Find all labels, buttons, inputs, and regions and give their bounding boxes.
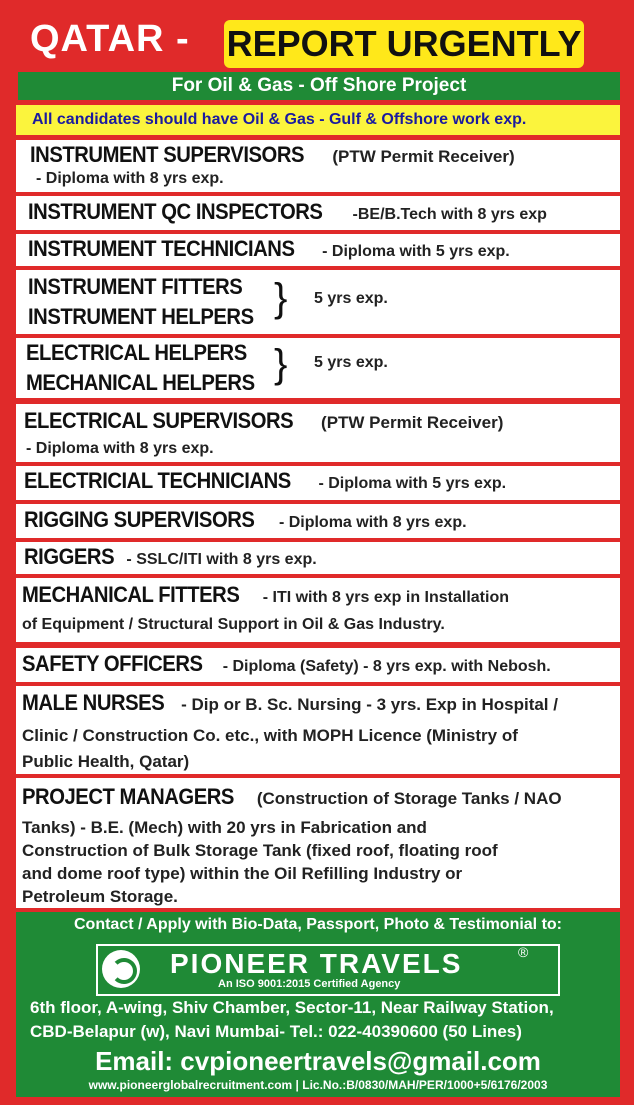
job-detail: - SSLC/ITI with 8 yrs exp. bbox=[126, 551, 317, 568]
job-title: ELECTRICAL SUPERVISORS bbox=[24, 408, 294, 433]
contact-footer bbox=[16, 912, 620, 1097]
address-line: 6th floor, A-wing, Shiv Chamber, Sector-11, Near Railway Station, bbox=[30, 998, 554, 1017]
certification: An ISO 9001:2015 Certified Agency bbox=[218, 978, 401, 990]
job-detail: (PTW Permit Receiver) bbox=[332, 147, 515, 166]
job-detail: - Dip or B. Sc. Nursing - 3 yrs. Exp in Hospital / bbox=[181, 695, 558, 714]
job-detail: of Equipment / Structural Support in Oil & Gas Industry. bbox=[22, 616, 445, 633]
job-row-instrument-technicians bbox=[16, 234, 620, 266]
job-title: MECHANICAL FITTERS bbox=[22, 582, 240, 607]
contact-instructions: Contact / Apply with Bio-Data, Passport, Photo & Testimonial to: bbox=[73, 916, 562, 933]
job-row-project-managers bbox=[16, 778, 620, 908]
job-detail: (Construction of Storage Tanks / NAO bbox=[256, 789, 562, 808]
job-row-electricial-technicians bbox=[16, 466, 620, 500]
job-title: RIGGERS bbox=[24, 544, 115, 569]
job-row-instrument-supervisors bbox=[16, 140, 620, 192]
job-detail: -BE/B.Tech with 8 yrs exp bbox=[352, 206, 547, 223]
job-row-instrument-group bbox=[16, 270, 620, 334]
job-row-helpers-group bbox=[16, 338, 620, 398]
requirement-banner: All candidates should have Oil & Gas - Gulf & Offshore work exp. bbox=[16, 105, 620, 135]
job-row-instrument-qc bbox=[16, 196, 620, 230]
job-row-mechanical-fitters bbox=[16, 578, 620, 642]
job-title: RIGGING SUPERVISORS bbox=[24, 507, 255, 532]
company-logo bbox=[96, 944, 560, 996]
website-license[interactable]: www.pioneerglobalrecruitment.com | Lic.No.:B/0830/MAH/PER/1000+5/6176/2003 bbox=[88, 1078, 548, 1092]
job-detail: - Diploma with 5 yrs exp. bbox=[322, 243, 510, 260]
job-detail: Construction of Bulk Storage Tank (fixed roof, floating roof bbox=[22, 841, 498, 860]
job-detail: Petroleum Storage. bbox=[22, 887, 178, 906]
job-title: INSTRUMENT SUPERVISORS bbox=[30, 142, 305, 167]
job-title: MALE NURSES bbox=[22, 690, 165, 715]
job-detail: - Diploma (Safety) - 8 yrs exp. with Nebosh. bbox=[222, 658, 551, 675]
job-row-male-nurses bbox=[16, 686, 620, 774]
job-title: ELECTRICAL HELPERS bbox=[26, 340, 247, 365]
job-title: INSTRUMENT TECHNICIANS bbox=[28, 236, 295, 261]
address-line: CBD-Belapur (w), Navi Mumbai- Tel.: 022-40390600 (50 Lines) bbox=[30, 1022, 522, 1041]
project-subtitle: For Oil & Gas - Off Shore Project bbox=[18, 72, 620, 100]
company-name: PIONEER TRAVELS bbox=[170, 948, 463, 979]
job-detail: Public Health, Qatar) bbox=[22, 752, 190, 771]
header bbox=[0, 0, 634, 72]
brace-icon: } bbox=[274, 342, 288, 386]
job-title: INSTRUMENT FITTERS bbox=[28, 274, 243, 299]
job-title: PROJECT MANAGERS bbox=[22, 784, 234, 809]
registered-mark: ® bbox=[518, 944, 529, 960]
job-detail: (PTW Permit Receiver) bbox=[321, 413, 504, 432]
job-detail: Clinic / Construction Co. etc., with MOPH Licence (Ministry of bbox=[22, 726, 518, 745]
job-row-electrical-supervisors bbox=[16, 404, 620, 462]
job-detail: - ITI with 8 yrs exp in Installation bbox=[262, 589, 509, 606]
job-detail: 5 yrs exp. bbox=[314, 290, 388, 307]
country-label: QATAR - bbox=[30, 18, 190, 60]
job-detail: - Diploma with 5 yrs exp. bbox=[318, 475, 507, 492]
job-detail: - Diploma with 8 yrs exp. bbox=[26, 440, 214, 457]
brace-icon: } bbox=[274, 276, 288, 320]
job-title: ELECTRICIAL TECHNICIANS bbox=[24, 468, 291, 493]
job-row-rigging-supervisors bbox=[16, 504, 620, 538]
job-detail: - Diploma with 8 yrs exp. bbox=[278, 514, 467, 531]
job-title: INSTRUMENT QC INSPECTORS bbox=[28, 199, 323, 224]
job-title: SAFETY OFFICERS bbox=[22, 651, 203, 676]
job-detail: and dome roof type) within the Oil Refilling Industry or bbox=[22, 864, 463, 883]
urgent-text: REPORT URGENTLY bbox=[226, 23, 582, 64]
job-detail: - Diploma with 8 yrs exp. bbox=[36, 170, 224, 187]
job-title: MECHANICAL HELPERS bbox=[26, 370, 255, 395]
urgent-banner bbox=[224, 20, 584, 68]
job-row-riggers bbox=[16, 542, 620, 574]
job-detail: Tanks) - B.E. (Mech) with 20 yrs in Fabrication and bbox=[22, 818, 427, 837]
contact-email[interactable]: Email: cvpioneertravels@gmail.com bbox=[95, 1046, 541, 1076]
job-detail: 5 yrs exp. bbox=[314, 354, 388, 371]
job-title: INSTRUMENT HELPERS bbox=[28, 304, 254, 329]
pioneer-logo-icon bbox=[102, 950, 140, 988]
job-row-safety-officers bbox=[16, 648, 620, 682]
